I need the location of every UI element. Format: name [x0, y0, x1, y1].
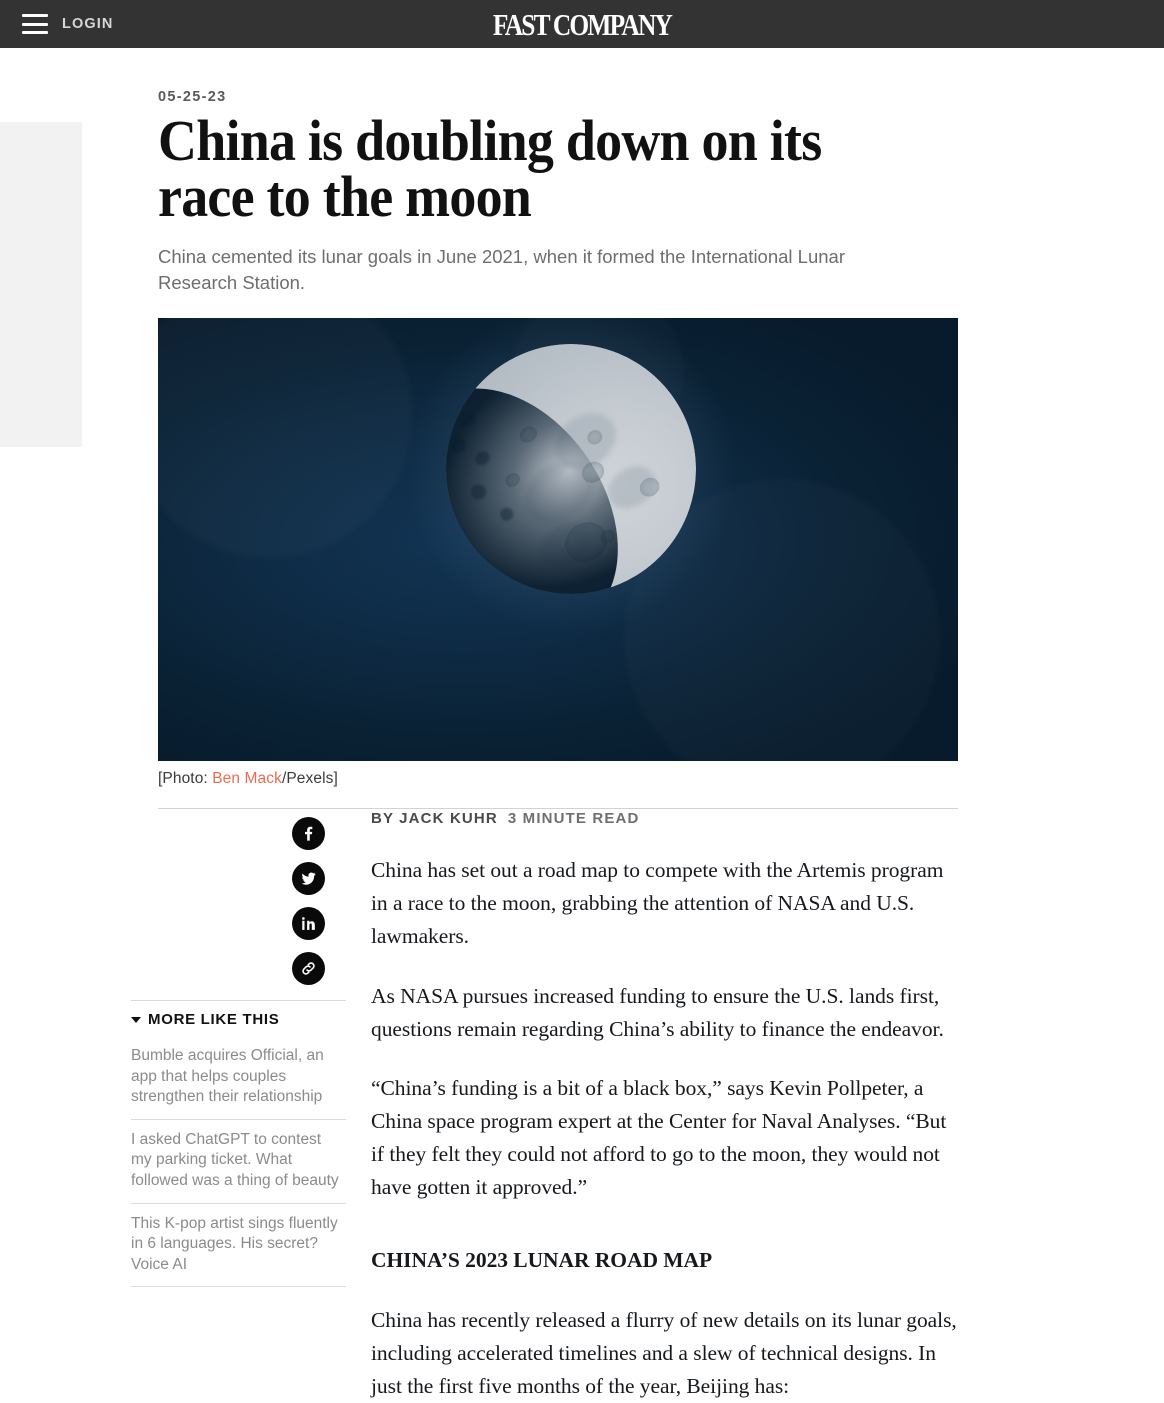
hero-image-moon	[158, 318, 958, 761]
left-sidebar-placeholder	[0, 122, 82, 447]
moon-graphic	[446, 344, 696, 594]
byline	[371, 800, 959, 827]
list-item[interactable]: I asked ChatGPT to contest my parking ticket. What followed was a thing of beauty	[131, 1120, 346, 1204]
article-body	[371, 800, 959, 1403]
article-subtitle: China cemented its lunar goals in June 2021, when it formed the International Lunar Research Station.	[158, 245, 845, 293]
hamburger-menu-icon[interactable]	[22, 14, 48, 34]
article-date: 05-25-23	[158, 89, 227, 105]
top-navigation-bar	[0, 0, 1164, 48]
chevron-down-icon	[131, 1017, 141, 1023]
page-title: China is doubling down on its race to the moon	[158, 108, 822, 230]
byline-author[interactable]: BY JACK KUHR	[371, 810, 498, 827]
more-like-this-header[interactable]	[131, 1001, 346, 1036]
login-button[interactable]: LOGIN	[62, 16, 114, 32]
twitter-icon[interactable]	[292, 862, 325, 895]
list-item[interactable]: Bumble acquires Official, an app that helps couples strengthen their relationship	[131, 1036, 346, 1120]
caption-suffix: /Pexels]	[281, 770, 338, 788]
fast-company-logo[interactable]: FAST COMPANY	[492, 6, 672, 42]
body-paragraph: China has set out a road map to compete with the Artemis program in a race to the moon, grabbing the attention of NASA and U.S. lawmakers.	[371, 858, 944, 948]
more-like-this-title: MORE LIKE THIS	[148, 1011, 280, 1028]
nav-left-group	[0, 14, 113, 34]
article-body-columns	[0, 800, 1164, 1400]
social-share-rail	[292, 817, 325, 985]
body-paragraph: As NASA pursues increased funding to ensure the U.S. lands first, questions remain regarding China’s ability to finance the endeavor.	[371, 983, 944, 1041]
article-header	[158, 48, 958, 809]
link-icon[interactable]	[292, 952, 325, 985]
caption-prefix: [Photo:	[158, 770, 213, 788]
linkedin-icon[interactable]	[292, 907, 325, 940]
more-like-this-module	[131, 1000, 346, 1287]
photo-caption	[158, 770, 958, 788]
body-paragraph: China has recently released a flurry of new details on its lunar goals, including accelerated timelines and a slew of technical designs. In just the first five months of the year, Beijing has:	[371, 1307, 957, 1398]
list-item[interactable]: This K-pop artist sings fluently in 6 languages. His secret? Voice AI	[131, 1204, 346, 1288]
facebook-icon[interactable]	[292, 817, 325, 850]
section-heading: CHINA’S 2023 LUNAR ROAD MAP	[371, 1248, 713, 1273]
photo-credit-link[interactable]: Ben Mack	[212, 770, 282, 788]
body-paragraph: “China’s funding is a bit of a black box,” says Kevin Pollpeter, a China space program expert at the Center for Naval Analyses. “But if they felt they could not afford to go to the moon, they would not have gotten it approved.”	[371, 1076, 947, 1200]
read-time: 3 MINUTE READ	[507, 810, 640, 827]
